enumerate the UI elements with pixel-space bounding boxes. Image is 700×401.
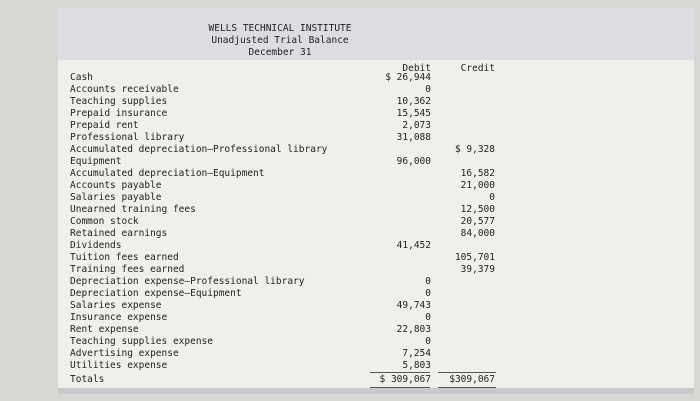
debit-value: 2,073 <box>402 120 431 131</box>
table-row <box>0 84 700 96</box>
totals-label: Totals <box>70 374 105 385</box>
debit-value: 49,743 <box>396 300 431 311</box>
credit-value: 12,500 <box>460 204 495 215</box>
account-name: Equipment <box>70 156 122 167</box>
statement-date: December 31 <box>248 47 312 58</box>
credit-value: 16,582 <box>460 168 495 179</box>
table-row <box>0 348 700 360</box>
account-name: Utilities expense <box>70 360 168 371</box>
account-name: Advertising expense <box>70 348 179 359</box>
account-name: Prepaid rent <box>70 120 139 131</box>
debit-value: 10,362 <box>396 96 431 107</box>
credit-value: $ 9,328 <box>454 144 495 155</box>
table-row <box>0 276 700 288</box>
account-name: Salaries expense <box>70 300 162 311</box>
debit-value: 22,803 <box>396 324 431 335</box>
totals-row <box>0 374 700 386</box>
credit-value: 39,379 <box>460 264 495 275</box>
account-name: Accounts payable <box>70 180 162 191</box>
account-name: Retained earnings <box>70 228 168 239</box>
table-row <box>0 264 700 276</box>
account-name: Accumulated depreciation—Professional library <box>70 144 328 155</box>
account-name: Cash <box>70 72 93 83</box>
table-row <box>0 96 700 108</box>
credit-total-rule <box>438 372 496 373</box>
debit-value: 41,452 <box>396 240 431 251</box>
debit-total-rule <box>370 372 430 373</box>
table-row <box>0 72 700 84</box>
debit-value: 15,545 <box>396 108 431 119</box>
table-row <box>0 216 700 228</box>
table-row <box>0 252 700 264</box>
statement-title: Unadjusted Trial Balance <box>211 35 349 46</box>
credit-value: 0 <box>489 192 495 203</box>
table-row <box>0 360 700 372</box>
table-row <box>0 204 700 216</box>
table-row <box>0 228 700 240</box>
debit-value: 5,803 <box>402 360 431 371</box>
table-row <box>0 312 700 324</box>
debit-value: 0 <box>425 276 431 287</box>
account-name: Training fees earned <box>70 264 185 275</box>
debit-value: 7,254 <box>402 348 431 359</box>
account-name: Prepaid insurance <box>70 108 168 119</box>
debit-value: 31,088 <box>396 132 431 143</box>
account-name: Rent expense <box>70 324 139 335</box>
account-name: Professional library <box>70 132 185 143</box>
company-name: WELLS TECHNICAL INSTITUTE <box>208 23 352 34</box>
bottom-strip <box>58 388 694 394</box>
account-name: Teaching supplies <box>70 96 168 107</box>
debit-value: $ 26,944 <box>385 72 431 83</box>
credit-column-header: Credit <box>460 63 495 74</box>
account-name: Insurance expense <box>70 312 168 323</box>
credit-value: 21,000 <box>460 180 495 191</box>
table-row <box>0 324 700 336</box>
account-name: Depreciation expense—Equipment <box>70 288 242 299</box>
account-name: Teaching supplies expense <box>70 336 213 347</box>
debit-value: 96,000 <box>396 156 431 167</box>
account-name: Dividends <box>70 240 122 251</box>
table-row <box>0 180 700 192</box>
table-row <box>0 120 700 132</box>
account-name: Salaries payable <box>70 192 162 203</box>
table-row <box>0 240 700 252</box>
table-row <box>0 336 700 348</box>
debit-value: 0 <box>425 288 431 299</box>
credit-value: 20,577 <box>460 216 495 227</box>
table-row <box>0 300 700 312</box>
account-name: Unearned training fees <box>70 204 196 215</box>
totals-debit: $ 309,067 <box>379 374 431 385</box>
table-row <box>0 108 700 120</box>
account-name: Accounts receivable <box>70 84 179 95</box>
debit-value: 0 <box>425 312 431 323</box>
account-name: Accumulated depreciation—Equipment <box>70 168 265 179</box>
account-name: Tuition fees earned <box>70 252 179 263</box>
table-row <box>0 156 700 168</box>
account-name: Depreciation expense—Professional library <box>70 276 305 287</box>
account-name: Common stock <box>70 216 139 227</box>
credit-value: 84,000 <box>460 228 495 239</box>
table-row <box>0 168 700 180</box>
table-row <box>0 132 700 144</box>
debit-value: 0 <box>425 336 431 347</box>
debit-value: 0 <box>425 84 431 95</box>
credit-value: 105,701 <box>454 252 495 263</box>
table-row <box>0 288 700 300</box>
debit-column-header: Debit <box>402 63 431 74</box>
table-row <box>0 192 700 204</box>
table-row <box>0 144 700 156</box>
totals-credit: $309,067 <box>449 374 495 385</box>
